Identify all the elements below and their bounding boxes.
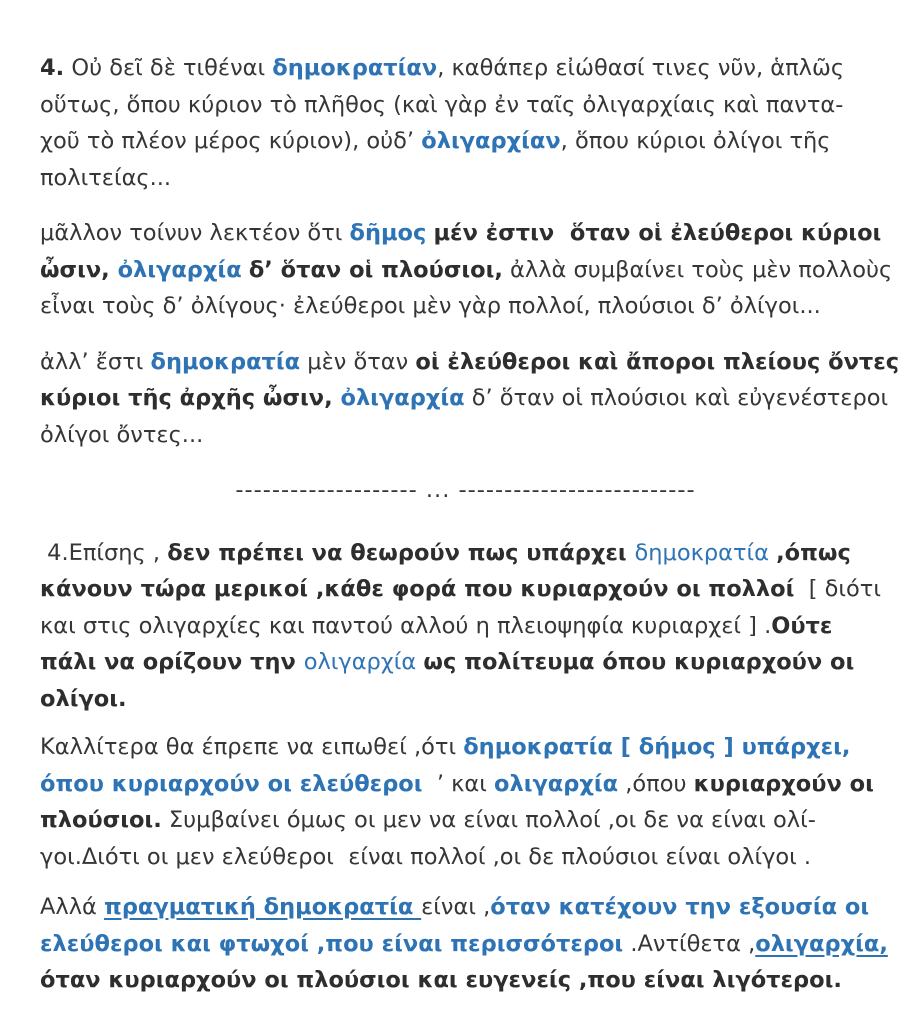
text-run: ’ και (422, 770, 495, 797)
text-line (40, 644, 891, 681)
text-run: ἀλλ’ ἔστι (40, 348, 151, 375)
text-line (40, 926, 891, 963)
text-run: είναι , (421, 894, 491, 920)
highlighted-term: ολιγαρχία (494, 770, 619, 797)
text-run: 4. (40, 55, 65, 81)
text-line (40, 160, 891, 197)
text-run: δ’ ὅταν οἱ πλούσιοι καὶ εὐγενέστεροι (464, 385, 889, 411)
text-line (40, 380, 891, 417)
text-line (40, 50, 891, 87)
text-line (40, 123, 891, 160)
highlighted-term: ὀλιγαρχία (117, 256, 242, 283)
text-run: πολιτείας... (40, 164, 172, 191)
highlighted-term: ὀλιγαρχίαν (421, 128, 561, 154)
modern-greek-full-definition (40, 889, 891, 999)
text-line (40, 608, 891, 645)
text-line (40, 535, 891, 572)
text-run (242, 257, 249, 283)
text-run: πλούσιοι. (40, 807, 162, 833)
highlighted-term: δημοκρατία [ δήμος ] υπάρχει, (463, 734, 851, 760)
modern-greek-demos (40, 729, 891, 875)
text-line (40, 417, 891, 454)
text-run: κάνουν τώρα μερικοί ,κάθε φορά που κυριαρχούν οι πολλοί (40, 576, 795, 602)
text-run (426, 220, 433, 246)
highlighted-term: ελεύθεροι και φτωχοί ,που είναι περισσότεροι (40, 930, 624, 957)
text-run: οἱ ἐλεύθεροι καὶ ἄποροι πλείους ὄντες (415, 348, 900, 375)
text-line (40, 681, 891, 718)
text-run: ολίγοι. (40, 685, 127, 712)
text-run: ὀλίγοι ὄντες... (40, 421, 204, 448)
text-run: και στις ολιγαρχίες και παντού αλλού η πλειοψηφία κυριαρχεί ] . (40, 612, 772, 639)
text-run: Συμβαίνει όμως οι μεν να είναι πολλοί ,οι δε να είναι ολί- (161, 807, 816, 833)
text-run: γοι.Διότι οι μεν ελεύθεροι είναι πολλοί ,οι δε πλούσιοι είναι ολίγοι . (40, 843, 812, 870)
highlighted-term: δημοκρατία (634, 539, 769, 566)
text-line (40, 288, 891, 325)
highlighted-term: ολιγαρχία, (755, 930, 888, 957)
text-run: [ διότι (794, 576, 881, 602)
highlighted-term: ολιγαρχία (303, 649, 417, 675)
text-run: οὕτως, ὅπου κύριον τὸ πλῆθος (καὶ γὰρ ἐν ταῖς ὀλιγαρχίαις καὶ παντα- (40, 91, 844, 118)
text-run: ,όπου (618, 770, 694, 797)
text-run: κύριοι τῆς ἀρχῆς ὦσιν, (40, 385, 341, 411)
text-run: Αλλά (40, 894, 105, 920)
highlighted-term: δῆμος (349, 220, 427, 246)
highlighted-term: πραγματική δημοκρατία (104, 894, 422, 920)
text-run: δεν πρέπει να θεωρούν πως υπάρχει (167, 539, 635, 566)
text-run: .Αντίθετα , (623, 930, 756, 957)
text-run: Οὐ δεῖ δὲ τιθέναι (64, 55, 273, 81)
text-line (40, 344, 900, 381)
highlighted-term: όταν κατέχουν την εξουσία οι (490, 894, 870, 920)
text-line (40, 962, 891, 999)
text-line (40, 839, 891, 876)
divider (40, 472, 891, 509)
highlighted-term: όπου κυριαρχούν οι ελεύθεροι (40, 770, 423, 797)
text-run: -------------------- ... -------------------------- (235, 477, 696, 503)
text-line (40, 889, 891, 926)
text-run: δ’ ὅταν οἱ πλούσιοι, (248, 256, 503, 283)
text-line (40, 472, 891, 509)
text-run: ἀλλὰ συμβαίνει τοὺς μὲν πολλοὺς (502, 256, 893, 283)
text-run: μὲν ὅταν (300, 348, 416, 375)
highlighted-term: ὀλιγαρχία (340, 385, 465, 411)
text-run: μέν ἐστιν ὅταν οἱ ἐλεύθεροι κύριοι (433, 220, 882, 246)
text-run: εἶναι τοὺς δ’ ὀλίγους· ἐλεύθεροι μὲν γὰρ πολλοί, πλούσιοι δ’ ὀλίγοι... (40, 293, 821, 319)
text-run: κυριαρχούν οι (693, 770, 874, 797)
text-run: Καλλίτερα θα έπρεπε να ειπωθεί ,ότι (40, 734, 464, 760)
text-run: μᾶλλον τοίνυν λεκτέον ὅτι (40, 220, 350, 246)
text-run: , ὅπου κύριοι ὀλίγοι τῆς (560, 128, 831, 154)
text-line (40, 215, 891, 252)
text-line (40, 87, 891, 124)
text-run: 4.Επίσης , (40, 539, 168, 566)
text-line (40, 766, 891, 803)
text-run: , καθάπερ εἰώθασί τινες νῦν, ἁπλῶς (437, 55, 845, 81)
text-run: Ούτε (771, 612, 833, 639)
highlighted-term: δημοκρατίαν (272, 55, 438, 81)
text-run: ὦσιν, (40, 256, 118, 283)
ancient-greek-demos (40, 215, 891, 325)
text-line (40, 729, 891, 766)
text-run: ,όπως (776, 539, 851, 566)
text-line (40, 571, 891, 608)
modern-greek-definition (40, 535, 891, 718)
text-line (40, 802, 891, 839)
text-run: χοῦ τὸ πλέον μέρος κύριον), οὐδ’ (40, 128, 422, 154)
document-text (40, 50, 900, 999)
ancient-greek-definition (40, 50, 891, 196)
text-run: όταν κυριαρχούν οι πλούσιοι και ευγενείς ,που είναι λιγότεροι. (40, 967, 842, 993)
text-run: ως πολίτευμα όπου κυριαρχούν οι (423, 649, 855, 675)
highlighted-term: δημοκρατία (150, 348, 301, 375)
text-run: πάλι να ορίζουν την (40, 649, 304, 675)
ancient-greek-full-definition (40, 344, 900, 454)
text-line (40, 252, 891, 289)
